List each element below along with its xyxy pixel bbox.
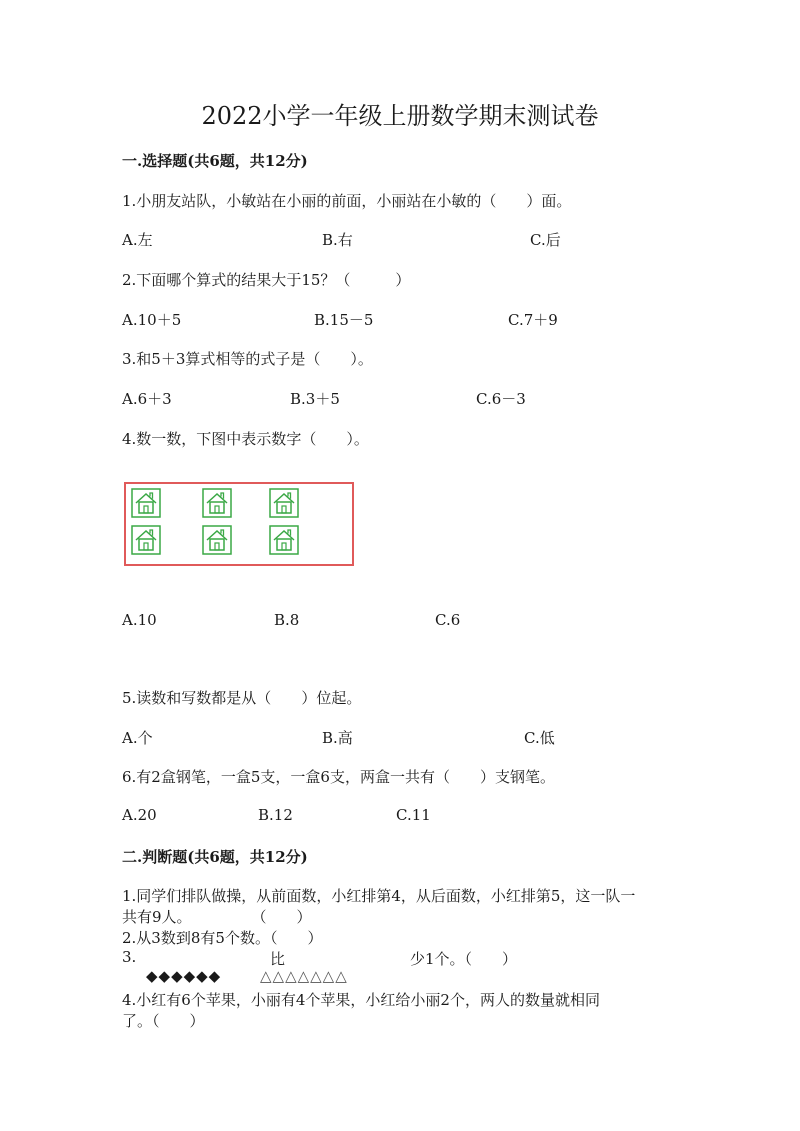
house-icon bbox=[202, 525, 232, 555]
house-icon bbox=[131, 488, 161, 518]
house-icon bbox=[202, 488, 232, 518]
question-6-stem: 6.有2盒钢笔，一盒5支，一盒6支，两盒一共有（ ）支钢笔。 bbox=[122, 768, 555, 786]
question-3-stem: 3.和5＋3算式相等的式子是（ ）。 bbox=[122, 350, 373, 368]
question-6-option-b: B.12 bbox=[258, 806, 293, 824]
house-icon bbox=[269, 488, 299, 518]
question-2-option-b: B.15－5 bbox=[314, 311, 374, 329]
question-5-option-a: A.个 bbox=[122, 729, 153, 747]
judgment-4-line-1: 4.小红有6个苹果，小丽有4个苹果，小红给小丽2个，两人的数量就相同 bbox=[122, 991, 600, 1009]
question-5-option-b: B.高 bbox=[322, 729, 353, 747]
question-1-option-c: C.后 bbox=[530, 231, 561, 249]
question-4-option-a: A.10 bbox=[122, 611, 157, 629]
house-icon bbox=[269, 525, 299, 555]
question-3-option-b: B.3＋5 bbox=[290, 390, 340, 408]
question-4-option-b: B.8 bbox=[274, 611, 300, 629]
question-1-option-b: B.右 bbox=[322, 231, 353, 249]
house-figure bbox=[124, 482, 354, 566]
question-6-option-c: C.11 bbox=[396, 806, 431, 824]
question-4-stem: 4.数一数，下图中表示数字（ ）。 bbox=[122, 430, 369, 448]
question-5-stem: 5.读数和写数都是从（ ）位起。 bbox=[122, 689, 362, 707]
judgment-4-line-2: 了。（ ） bbox=[122, 1012, 205, 1030]
judgment-1-line-1: 1.同学们排队做操，从前面数，小红排第4，从后面数，小红排第5，这一队一 bbox=[122, 887, 636, 905]
judgment-1-line-2: 共有9人。 （ ） bbox=[122, 908, 312, 926]
question-2-stem: 2.下面哪个算式的结果大于15？（ ） bbox=[122, 271, 411, 289]
judgment-2: 2.从3数到8有5个数。（ ） bbox=[122, 929, 323, 947]
page-title: 2022小学一年级上册数学期末测试卷 bbox=[201, 102, 599, 130]
question-1-option-a: A.左 bbox=[122, 231, 153, 249]
question-3-option-a: A.6＋3 bbox=[122, 390, 172, 408]
house-icon bbox=[131, 525, 161, 555]
judgment-3-bi: 比 bbox=[270, 950, 286, 968]
question-2-option-a: A.10＋5 bbox=[122, 311, 182, 329]
question-4-option-c: C.6 bbox=[435, 611, 461, 629]
section-heading-choice: 一.选择题(共6题，共12分) bbox=[122, 152, 308, 170]
judgment-3-number: 3. bbox=[122, 948, 137, 966]
question-6-option-a: A.20 bbox=[122, 806, 157, 824]
triangle-row: △△△△△△△ bbox=[260, 967, 348, 985]
diamond-row: ◆◆◆◆◆◆ bbox=[146, 967, 222, 985]
question-3-option-c: C.6－3 bbox=[476, 390, 526, 408]
question-1-stem: 1.小朋友站队，小敏站在小丽的前面，小丽站在小敏的（ ）面。 bbox=[122, 192, 572, 210]
question-5-option-c: C.低 bbox=[524, 729, 555, 747]
question-2-option-c: C.7＋9 bbox=[508, 311, 558, 329]
judgment-3-tail: 少1个。（ ） bbox=[410, 950, 518, 968]
section-heading-judgment: 二.判断题(共6题，共12分) bbox=[122, 848, 308, 866]
